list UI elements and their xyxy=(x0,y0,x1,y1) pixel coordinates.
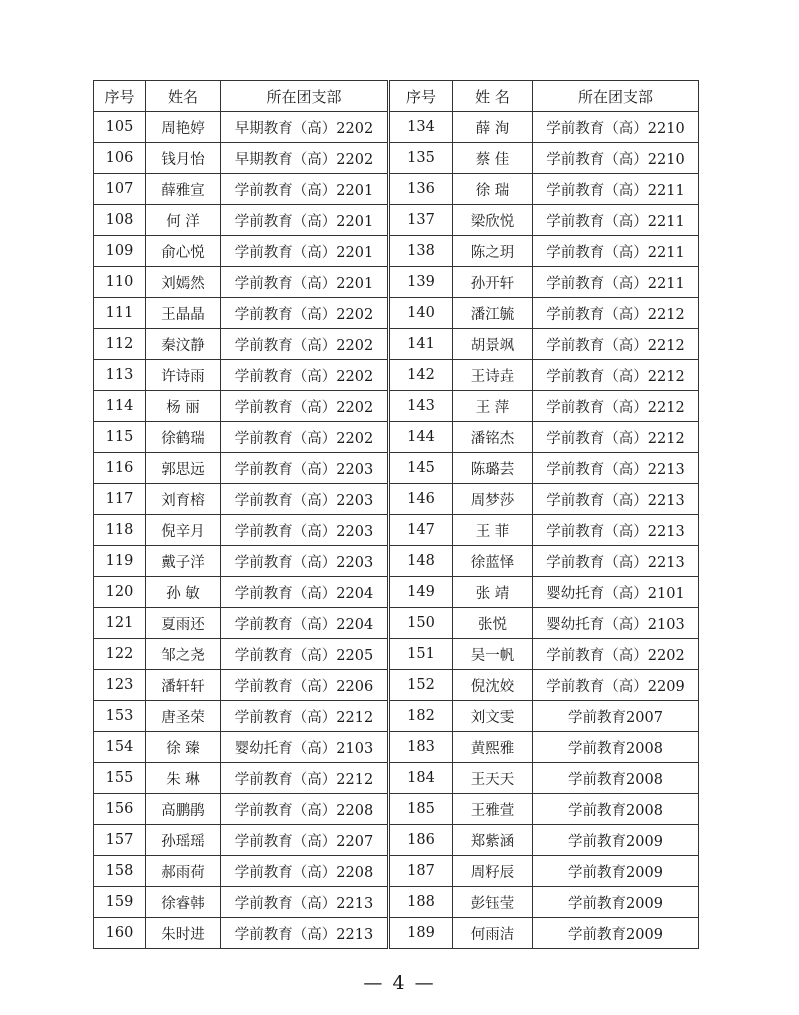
cell-seq-right: 187 xyxy=(389,856,453,887)
member-table xyxy=(93,80,699,949)
table-row xyxy=(94,639,699,670)
cell-seq-left: 159 xyxy=(94,887,146,918)
cell-name-left: 朱时进 xyxy=(146,918,221,949)
cell-branch-right: 学前教育（高）2212 xyxy=(533,422,699,453)
cell-seq-left: 118 xyxy=(94,515,146,546)
cell-name-right: 潘铭杰 xyxy=(453,422,533,453)
cell-name-right: 胡景飒 xyxy=(453,329,533,360)
cell-branch-right: 学前教育（高）2212 xyxy=(533,298,699,329)
cell-name-right: 倪沈姣 xyxy=(453,670,533,701)
cell-seq-left: 156 xyxy=(94,794,146,825)
cell-name-right: 徐蓝怿 xyxy=(453,546,533,577)
cell-seq-right: 183 xyxy=(389,732,453,763)
cell-name-left: 戴子洋 xyxy=(146,546,221,577)
cell-seq-left: 107 xyxy=(94,174,146,205)
cell-branch-right: 婴幼托育（高）2103 xyxy=(533,608,699,639)
cell-name-left: 孙瑶瑶 xyxy=(146,825,221,856)
cell-name-left: 杨 丽 xyxy=(146,391,221,422)
cell-name-left: 徐 臻 xyxy=(146,732,221,763)
header-name-left: 姓名 xyxy=(146,81,221,112)
cell-branch-left: 学前教育（高）2207 xyxy=(221,825,389,856)
cell-seq-left: 112 xyxy=(94,329,146,360)
table-row xyxy=(94,267,699,298)
cell-seq-right: 137 xyxy=(389,205,453,236)
cell-name-left: 王晶晶 xyxy=(146,298,221,329)
cell-branch-right: 学前教育（高）2209 xyxy=(533,670,699,701)
cell-name-right: 周梦莎 xyxy=(453,484,533,515)
cell-seq-left: 108 xyxy=(94,205,146,236)
table-row xyxy=(94,422,699,453)
cell-branch-right: 学前教育2009 xyxy=(533,918,699,949)
cell-branch-left: 学前教育（高）2213 xyxy=(221,887,389,918)
table-row xyxy=(94,112,699,143)
cell-branch-left: 学前教育（高）2208 xyxy=(221,856,389,887)
cell-seq-right: 186 xyxy=(389,825,453,856)
cell-name-left: 钱月怡 xyxy=(146,143,221,174)
cell-name-left: 徐睿韩 xyxy=(146,887,221,918)
cell-branch-left: 学前教育（高）2206 xyxy=(221,670,389,701)
cell-branch-right: 学前教育（高）2213 xyxy=(533,546,699,577)
cell-seq-right: 150 xyxy=(389,608,453,639)
header-branch-left: 所在团支部 xyxy=(221,81,389,112)
cell-branch-left: 学前教育（高）2203 xyxy=(221,546,389,577)
cell-seq-left: 120 xyxy=(94,577,146,608)
cell-seq-right: 146 xyxy=(389,484,453,515)
cell-name-left: 俞心悦 xyxy=(146,236,221,267)
table-row xyxy=(94,763,699,794)
cell-name-right: 薛 洵 xyxy=(453,112,533,143)
cell-name-right: 周籽辰 xyxy=(453,856,533,887)
cell-name-left: 刘嫣然 xyxy=(146,267,221,298)
cell-seq-left: 106 xyxy=(94,143,146,174)
cell-branch-left: 学前教育（高）2203 xyxy=(221,484,389,515)
cell-seq-left: 123 xyxy=(94,670,146,701)
cell-branch-left: 学前教育（高）2208 xyxy=(221,794,389,825)
table-row xyxy=(94,515,699,546)
cell-name-left: 高鹏鹃 xyxy=(146,794,221,825)
cell-seq-left: 121 xyxy=(94,608,146,639)
cell-seq-right: 185 xyxy=(389,794,453,825)
cell-name-right: 刘文雯 xyxy=(453,701,533,732)
table-row xyxy=(94,329,699,360)
cell-name-left: 倪辛月 xyxy=(146,515,221,546)
cell-seq-left: 114 xyxy=(94,391,146,422)
cell-branch-right: 学前教育（高）2211 xyxy=(533,267,699,298)
header-seq-right: 序号 xyxy=(389,81,453,112)
cell-branch-left: 学前教育（高）2204 xyxy=(221,608,389,639)
cell-branch-right: 学前教育（高）2212 xyxy=(533,360,699,391)
cell-branch-left: 婴幼托育（高）2103 xyxy=(221,732,389,763)
table-row xyxy=(94,794,699,825)
cell-branch-right: 学前教育2008 xyxy=(533,763,699,794)
cell-seq-left: 160 xyxy=(94,918,146,949)
cell-name-right: 王 菲 xyxy=(453,515,533,546)
cell-branch-left: 学前教育（高）2202 xyxy=(221,360,389,391)
cell-branch-left: 早期教育（高）2202 xyxy=(221,112,389,143)
cell-seq-right: 189 xyxy=(389,918,453,949)
cell-seq-left: 153 xyxy=(94,701,146,732)
cell-branch-left: 学前教育（高）2201 xyxy=(221,174,389,205)
cell-seq-left: 110 xyxy=(94,267,146,298)
cell-branch-right: 学前教育（高）2210 xyxy=(533,112,699,143)
cell-name-left: 朱 琳 xyxy=(146,763,221,794)
cell-name-right: 梁欣悦 xyxy=(453,205,533,236)
cell-name-right: 陈之玥 xyxy=(453,236,533,267)
cell-name-left: 薛雅宣 xyxy=(146,174,221,205)
cell-seq-left: 122 xyxy=(94,639,146,670)
cell-seq-left: 115 xyxy=(94,422,146,453)
cell-seq-right: 136 xyxy=(389,174,453,205)
cell-name-left: 孙 敏 xyxy=(146,577,221,608)
cell-name-right: 张悦 xyxy=(453,608,533,639)
cell-branch-right: 学前教育2009 xyxy=(533,887,699,918)
cell-branch-right: 学前教育（高）2202 xyxy=(533,639,699,670)
cell-branch-right: 学前教育（高）2211 xyxy=(533,174,699,205)
cell-branch-right: 学前教育（高）2210 xyxy=(533,143,699,174)
cell-branch-left: 学前教育（高）2213 xyxy=(221,918,389,949)
cell-name-left: 刘育榕 xyxy=(146,484,221,515)
table-row xyxy=(94,825,699,856)
cell-seq-left: 109 xyxy=(94,236,146,267)
table-row xyxy=(94,298,699,329)
table-row xyxy=(94,577,699,608)
table-row xyxy=(94,174,699,205)
cell-seq-right: 151 xyxy=(389,639,453,670)
cell-branch-left: 学前教育（高）2202 xyxy=(221,329,389,360)
cell-seq-right: 142 xyxy=(389,360,453,391)
table-row xyxy=(94,484,699,515)
cell-branch-left: 早期教育（高）2202 xyxy=(221,143,389,174)
cell-seq-left: 117 xyxy=(94,484,146,515)
cell-branch-left: 学前教育（高）2202 xyxy=(221,298,389,329)
table-row xyxy=(94,236,699,267)
cell-branch-right: 学前教育（高）2213 xyxy=(533,453,699,484)
cell-branch-left: 学前教育（高）2212 xyxy=(221,763,389,794)
cell-seq-left: 116 xyxy=(94,453,146,484)
cell-branch-left: 学前教育（高）2203 xyxy=(221,453,389,484)
cell-branch-right: 学前教育（高）2213 xyxy=(533,515,699,546)
table-row xyxy=(94,391,699,422)
cell-name-right: 黄熙雅 xyxy=(453,732,533,763)
cell-seq-right: 147 xyxy=(389,515,453,546)
cell-name-left: 何 洋 xyxy=(146,205,221,236)
cell-seq-right: 148 xyxy=(389,546,453,577)
cell-branch-right: 学前教育2009 xyxy=(533,856,699,887)
table-row xyxy=(94,856,699,887)
cell-name-left: 唐圣荣 xyxy=(146,701,221,732)
cell-name-left: 徐鹤瑞 xyxy=(146,422,221,453)
header-name-right: 姓 名 xyxy=(453,81,533,112)
cell-name-left: 邹之尧 xyxy=(146,639,221,670)
cell-name-right: 王天天 xyxy=(453,763,533,794)
cell-name-right: 王 萍 xyxy=(453,391,533,422)
table-row xyxy=(94,205,699,236)
cell-branch-right: 学前教育（高）2212 xyxy=(533,391,699,422)
cell-name-left: 周艳婷 xyxy=(146,112,221,143)
cell-seq-right: 144 xyxy=(389,422,453,453)
cell-name-left: 郝雨荷 xyxy=(146,856,221,887)
cell-name-right: 王雅萱 xyxy=(453,794,533,825)
cell-seq-right: 188 xyxy=(389,887,453,918)
cell-name-left: 潘轩轩 xyxy=(146,670,221,701)
cell-branch-right: 学前教育（高）2213 xyxy=(533,484,699,515)
cell-seq-right: 184 xyxy=(389,763,453,794)
header-seq-left: 序号 xyxy=(94,81,146,112)
cell-branch-left: 学前教育（高）2201 xyxy=(221,205,389,236)
cell-name-right: 王诗垚 xyxy=(453,360,533,391)
cell-branch-right: 学前教育2007 xyxy=(533,701,699,732)
cell-branch-left: 学前教育（高）2205 xyxy=(221,639,389,670)
cell-branch-right: 学前教育（高）2211 xyxy=(533,205,699,236)
table-row xyxy=(94,701,699,732)
cell-seq-left: 158 xyxy=(94,856,146,887)
cell-seq-right: 135 xyxy=(389,143,453,174)
cell-seq-right: 141 xyxy=(389,329,453,360)
table-row xyxy=(94,453,699,484)
cell-branch-right: 婴幼托育（高）2101 xyxy=(533,577,699,608)
cell-name-right: 彭钰莹 xyxy=(453,887,533,918)
cell-branch-left: 学前教育（高）2203 xyxy=(221,515,389,546)
cell-seq-left: 155 xyxy=(94,763,146,794)
cell-name-right: 何雨洁 xyxy=(453,918,533,949)
cell-name-right: 郑紫涵 xyxy=(453,825,533,856)
table-row xyxy=(94,887,699,918)
cell-name-right: 潘江毓 xyxy=(453,298,533,329)
cell-branch-left: 学前教育（高）2201 xyxy=(221,236,389,267)
table-row xyxy=(94,670,699,701)
cell-name-right: 张 靖 xyxy=(453,577,533,608)
cell-seq-right: 134 xyxy=(389,112,453,143)
cell-seq-right: 143 xyxy=(389,391,453,422)
cell-seq-right: 140 xyxy=(389,298,453,329)
cell-seq-left: 111 xyxy=(94,298,146,329)
cell-branch-left: 学前教育（高）2201 xyxy=(221,267,389,298)
page-number: — 4 — xyxy=(363,972,436,994)
cell-seq-right: 149 xyxy=(389,577,453,608)
cell-branch-left: 学前教育（高）2202 xyxy=(221,422,389,453)
cell-seq-left: 119 xyxy=(94,546,146,577)
cell-seq-left: 113 xyxy=(94,360,146,391)
cell-branch-right: 学前教育2008 xyxy=(533,732,699,763)
cell-name-left: 秦汶静 xyxy=(146,329,221,360)
cell-branch-right: 学前教育（高）2211 xyxy=(533,236,699,267)
cell-name-right: 孙开轩 xyxy=(453,267,533,298)
cell-seq-left: 157 xyxy=(94,825,146,856)
cell-branch-left: 学前教育（高）2202 xyxy=(221,391,389,422)
table-row xyxy=(94,732,699,763)
table-header-row xyxy=(94,81,699,112)
cell-name-right: 蔡 佳 xyxy=(453,143,533,174)
cell-seq-left: 105 xyxy=(94,112,146,143)
cell-name-right: 徐 瑞 xyxy=(453,174,533,205)
table-row xyxy=(94,143,699,174)
cell-seq-left: 154 xyxy=(94,732,146,763)
table-row xyxy=(94,360,699,391)
cell-seq-right: 145 xyxy=(389,453,453,484)
cell-branch-right: 学前教育（高）2212 xyxy=(533,329,699,360)
cell-branch-right: 学前教育2009 xyxy=(533,825,699,856)
cell-branch-right: 学前教育2008 xyxy=(533,794,699,825)
cell-name-left: 郭思远 xyxy=(146,453,221,484)
cell-name-right: 陈璐芸 xyxy=(453,453,533,484)
cell-name-left: 许诗雨 xyxy=(146,360,221,391)
cell-name-left: 夏雨还 xyxy=(146,608,221,639)
cell-seq-right: 139 xyxy=(389,267,453,298)
cell-seq-right: 182 xyxy=(389,701,453,732)
cell-branch-left: 学前教育（高）2212 xyxy=(221,701,389,732)
cell-branch-left: 学前教育（高）2204 xyxy=(221,577,389,608)
table-row xyxy=(94,608,699,639)
cell-seq-right: 138 xyxy=(389,236,453,267)
header-branch-right: 所在团支部 xyxy=(533,81,699,112)
table-row xyxy=(94,546,699,577)
cell-name-right: 吴一帆 xyxy=(453,639,533,670)
cell-seq-right: 152 xyxy=(389,670,453,701)
table-row xyxy=(94,918,699,949)
